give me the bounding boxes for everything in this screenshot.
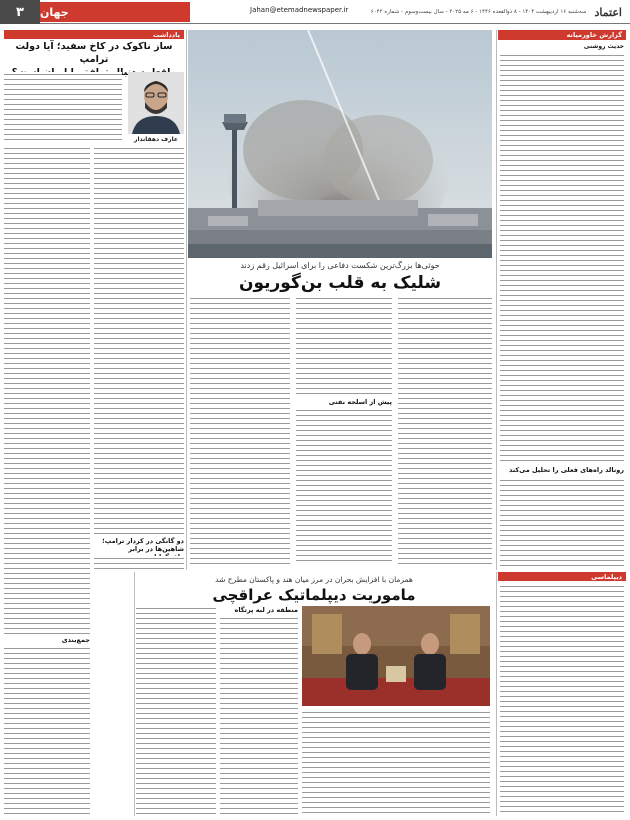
opinion-subheading-2: جمع‌بندی: [61, 636, 90, 644]
masthead-brand: [371, 3, 622, 21]
opinion-body-col-1: [4, 72, 122, 144]
opinion-body-col-1b: [94, 146, 184, 534]
top-story-body-col-2: [296, 296, 392, 396]
section-label-diplomacy: دیپلماسی: [498, 572, 626, 581]
diplomacy-subheading-1: منطقه در لبه پرتگاه: [234, 606, 298, 614]
issue-date: سه‌شنبه ۱۶ اردیبهشت ۱۴۰۴ - ۸ ذوالقعده ۱۴۴۶ - ۶ مه ۲۰۲۵ - سال بیست‌وسوم - شماره ۶۰۴۲: [370, 9, 587, 15]
opinion-title-line-1: ساز ناکوک در کاخ سفید؛ آیا دولت ترامپ: [15, 41, 173, 65]
top-story-body-col-1: [398, 296, 492, 564]
section-label-middle-east: گزارش خاورمیانه: [498, 30, 626, 40]
author-avatar-icon: [128, 72, 184, 134]
column-rule: [496, 30, 497, 570]
diplomacy-right-body: [500, 584, 624, 816]
top-story-kicker: حوثی‌ها بزرگ‌ترین شکست دفاعی را برای اسرائیل رقم زدند: [240, 261, 440, 270]
author-portrait: [128, 72, 184, 134]
column-rule: [134, 572, 135, 816]
top-story-subheading-1: پیش از اسلحه نفتی: [328, 398, 392, 406]
top-story-body-col-3: [190, 296, 290, 564]
diplomacy-headline: ماموریت دیپلماتیک عراقچی: [212, 586, 416, 604]
newspaper-logo: اعتماد: [594, 5, 622, 19]
opinion-body-col-1c: [94, 556, 184, 570]
opinion-body-col-2: [4, 146, 90, 634]
right-column-subheading: رونالد راه‌های فعلی را تحلیل می‌کند: [508, 466, 624, 474]
airport-smoke-illustration: [188, 30, 492, 258]
column-rule: [496, 572, 497, 816]
right-column-body: [500, 53, 624, 463]
meeting-illustration: [302, 606, 490, 706]
right-column-body-2: [500, 478, 624, 568]
airport-photo: [188, 30, 492, 258]
right-column-author: حدیث روشنی: [583, 43, 624, 50]
diplomacy-kicker: همزمان با افزایش بحران در مرز میان هند و پاکستان مطرح شد: [215, 575, 413, 584]
opinion-author: عارف دهقاندار: [134, 136, 178, 143]
section-email[interactable]: Jahan@etemadnewspaper.ir: [250, 6, 349, 14]
top-story-headline: شلیک به قلب بن‌گوریون: [238, 273, 442, 293]
opinion-body-col-2b: [4, 646, 90, 816]
opinion-subheading: دو گانگی در کردار ترامپ؛ شاهین‌ها در برابر: [102, 537, 184, 553]
section-label-note: یادداشت: [4, 30, 184, 39]
meeting-photo: [302, 606, 490, 706]
column-rule: [186, 30, 187, 570]
opinion-title-line-2: دنبال: [111, 67, 137, 78]
diplomacy-body-col-2: [220, 616, 298, 816]
section-title: جهان: [40, 2, 190, 22]
top-story-body-col-2b: [296, 408, 392, 564]
page-number: ۳: [0, 0, 40, 24]
masthead: [0, 0, 630, 24]
diplomacy-body-col-1: [302, 710, 490, 816]
diplomacy-body-col-3: [136, 606, 216, 816]
